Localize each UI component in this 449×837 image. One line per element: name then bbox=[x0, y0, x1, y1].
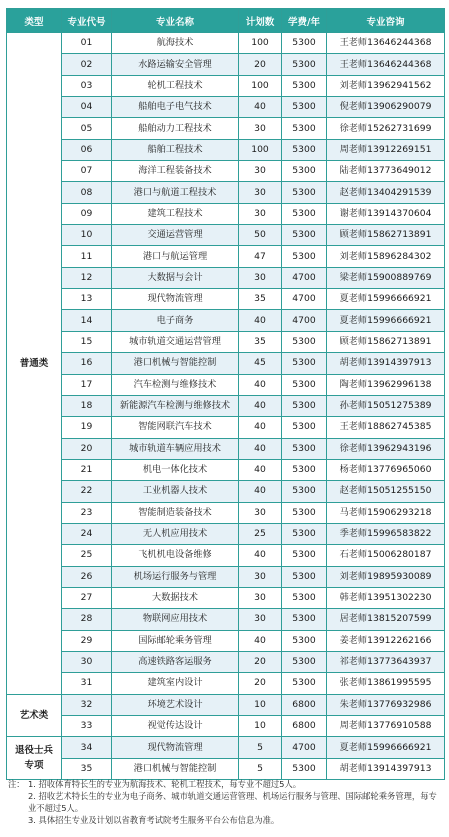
consult-contact: 刘老师15896284302 bbox=[327, 246, 445, 267]
plan-count: 40 bbox=[239, 630, 282, 651]
major-name: 工业机器人技术 bbox=[112, 481, 239, 502]
footnotes bbox=[8, 778, 443, 826]
major-code: 24 bbox=[62, 523, 112, 544]
major-code: 20 bbox=[62, 438, 112, 459]
tuition: 5300 bbox=[282, 545, 327, 566]
tuition: 6800 bbox=[282, 694, 327, 715]
plan-count: 25 bbox=[239, 523, 282, 544]
tuition: 5300 bbox=[282, 481, 327, 502]
consult-contact: 夏老师15996666921 bbox=[327, 310, 445, 331]
major-code: 13 bbox=[62, 289, 112, 310]
table-row bbox=[7, 225, 445, 246]
consult-contact: 胡老师13914397913 bbox=[327, 758, 445, 779]
major-name: 港口与航道工程技术 bbox=[112, 182, 239, 203]
table-row bbox=[7, 331, 445, 352]
plan-count: 40 bbox=[239, 417, 282, 438]
tuition: 5300 bbox=[282, 182, 327, 203]
consult-contact: 姜老师13912262166 bbox=[327, 630, 445, 651]
consult-contact: 周老师13912269151 bbox=[327, 139, 445, 160]
major-name: 无人机应用技术 bbox=[112, 523, 239, 544]
table-row bbox=[7, 694, 445, 715]
plan-count: 30 bbox=[239, 161, 282, 182]
tuition: 5300 bbox=[282, 566, 327, 587]
major-code: 23 bbox=[62, 502, 112, 523]
major-code: 01 bbox=[62, 33, 112, 54]
tuition: 5300 bbox=[282, 673, 327, 694]
table-row bbox=[7, 33, 445, 54]
major-name: 机电一体化技术 bbox=[112, 459, 239, 480]
table-row bbox=[7, 54, 445, 75]
plan-count: 40 bbox=[239, 545, 282, 566]
major-name: 城市轨道车辆应用技术 bbox=[112, 438, 239, 459]
major-code: 02 bbox=[62, 54, 112, 75]
plan-count: 40 bbox=[239, 481, 282, 502]
major-name: 物联网应用技术 bbox=[112, 609, 239, 630]
major-code: 18 bbox=[62, 395, 112, 416]
tuition: 5300 bbox=[282, 609, 327, 630]
major-code: 29 bbox=[62, 630, 112, 651]
major-name: 环境艺术设计 bbox=[112, 694, 239, 715]
consult-contact: 赵老师13404291539 bbox=[327, 182, 445, 203]
tuition: 5300 bbox=[282, 395, 327, 416]
tuition: 5300 bbox=[282, 331, 327, 352]
major-name: 轮机工程技术 bbox=[112, 75, 239, 96]
footnote-text: 2. 招收艺术特长生的专业为电子商务、城市轨道交通运营管理、机场运行服务与管理、国际邮轮乘务管理，每专业不超过5人。 bbox=[28, 791, 437, 813]
major-code: 11 bbox=[62, 246, 112, 267]
consult-contact: 杨老师13776965060 bbox=[327, 459, 445, 480]
table-row bbox=[7, 566, 445, 587]
major-code: 28 bbox=[62, 609, 112, 630]
header-tuition: 学费/年 bbox=[282, 9, 327, 33]
table-row bbox=[7, 438, 445, 459]
consult-contact: 胡老师13914397913 bbox=[327, 353, 445, 374]
major-name: 国际邮轮乘务管理 bbox=[112, 630, 239, 651]
tuition: 5300 bbox=[282, 587, 327, 608]
major-code: 31 bbox=[62, 673, 112, 694]
major-code: 19 bbox=[62, 417, 112, 438]
table-row bbox=[7, 758, 445, 779]
major-name: 现代物流管理 bbox=[112, 737, 239, 758]
plan-count: 40 bbox=[239, 438, 282, 459]
plan-count: 50 bbox=[239, 225, 282, 246]
major-name: 水路运输安全管理 bbox=[112, 54, 239, 75]
table-row bbox=[7, 459, 445, 480]
plan-count: 40 bbox=[239, 374, 282, 395]
tuition: 5300 bbox=[282, 75, 327, 96]
major-name: 飞机机电设备维修 bbox=[112, 545, 239, 566]
plan-count: 40 bbox=[239, 310, 282, 331]
tuition: 5300 bbox=[282, 758, 327, 779]
tuition: 5300 bbox=[282, 161, 327, 182]
plan-count: 30 bbox=[239, 203, 282, 224]
header-code: 专业代号 bbox=[62, 9, 112, 33]
plan-count: 35 bbox=[239, 289, 282, 310]
plan-count: 10 bbox=[239, 694, 282, 715]
table-row bbox=[7, 481, 445, 502]
major-name: 海洋工程装备技术 bbox=[112, 161, 239, 182]
tuition: 5300 bbox=[282, 54, 327, 75]
tuition: 5300 bbox=[282, 353, 327, 374]
consult-contact: 徐老师15262731699 bbox=[327, 118, 445, 139]
major-code: 22 bbox=[62, 481, 112, 502]
header-type: 类型 bbox=[7, 9, 62, 33]
major-code: 26 bbox=[62, 566, 112, 587]
consult-contact: 张老师13861995595 bbox=[327, 673, 445, 694]
tuition: 5300 bbox=[282, 118, 327, 139]
major-code: 07 bbox=[62, 161, 112, 182]
major-name: 港口机械与智能控制 bbox=[112, 758, 239, 779]
major-name: 现代物流管理 bbox=[112, 289, 239, 310]
footnote-item bbox=[8, 814, 443, 826]
major-code: 14 bbox=[62, 310, 112, 331]
table-row bbox=[7, 97, 445, 118]
footnote-text: 3. 具体招生专业及计划以省教育考试院考生服务平台公布信息为准。 bbox=[28, 815, 280, 825]
consult-contact: 赵老师15051255150 bbox=[327, 481, 445, 502]
table-row bbox=[7, 523, 445, 544]
tuition: 5300 bbox=[282, 417, 327, 438]
consult-contact: 夏老师15996666921 bbox=[327, 289, 445, 310]
table-row bbox=[7, 651, 445, 672]
plan-count: 40 bbox=[239, 97, 282, 118]
major-name: 城市轨道交通运营管理 bbox=[112, 331, 239, 352]
table-row bbox=[7, 587, 445, 608]
major-name: 智能网联汽车技术 bbox=[112, 417, 239, 438]
tuition: 5300 bbox=[282, 246, 327, 267]
table-row bbox=[7, 374, 445, 395]
consult-contact: 周老师13776910588 bbox=[327, 716, 445, 737]
consult-contact: 倪老师13906290079 bbox=[327, 97, 445, 118]
major-code: 12 bbox=[62, 267, 112, 288]
plan-count: 30 bbox=[239, 182, 282, 203]
table-row bbox=[7, 353, 445, 374]
consult-contact: 王老师13646244368 bbox=[327, 54, 445, 75]
table-row bbox=[7, 267, 445, 288]
major-code: 10 bbox=[62, 225, 112, 246]
header-major-name: 专业名称 bbox=[112, 9, 239, 33]
tuition: 5300 bbox=[282, 502, 327, 523]
plan-count: 20 bbox=[239, 54, 282, 75]
plan-count: 30 bbox=[239, 566, 282, 587]
plan-count: 100 bbox=[239, 33, 282, 54]
major-code: 15 bbox=[62, 331, 112, 352]
consult-contact: 顾老师15862713891 bbox=[327, 331, 445, 352]
major-code: 05 bbox=[62, 118, 112, 139]
major-code: 25 bbox=[62, 545, 112, 566]
tuition: 4700 bbox=[282, 737, 327, 758]
tuition: 5300 bbox=[282, 438, 327, 459]
major-code: 33 bbox=[62, 716, 112, 737]
table-row bbox=[7, 75, 445, 96]
footnote-label: 注： bbox=[8, 779, 25, 789]
plan-count: 30 bbox=[239, 609, 282, 630]
major-name: 船舶动力工程技术 bbox=[112, 118, 239, 139]
consult-contact: 谢老师13914370604 bbox=[327, 203, 445, 224]
table-row bbox=[7, 737, 445, 758]
plan-count: 10 bbox=[239, 716, 282, 737]
footnote-item bbox=[8, 778, 443, 790]
consult-contact: 孙老师15051275389 bbox=[327, 395, 445, 416]
table-row bbox=[7, 161, 445, 182]
table-row bbox=[7, 203, 445, 224]
major-name: 视觉传达设计 bbox=[112, 716, 239, 737]
category-cell: 退役士兵专项 bbox=[7, 737, 62, 780]
tuition: 5300 bbox=[282, 459, 327, 480]
plan-count: 35 bbox=[239, 331, 282, 352]
tuition: 5300 bbox=[282, 523, 327, 544]
table-row bbox=[7, 609, 445, 630]
table-row bbox=[7, 545, 445, 566]
major-code: 21 bbox=[62, 459, 112, 480]
major-name: 航海技术 bbox=[112, 33, 239, 54]
consult-contact: 陶老师13962996138 bbox=[327, 374, 445, 395]
tuition: 5300 bbox=[282, 374, 327, 395]
tuition: 5300 bbox=[282, 651, 327, 672]
consult-contact: 王老师13646244368 bbox=[327, 33, 445, 54]
consult-contact: 陆老师13773649012 bbox=[327, 161, 445, 182]
table-header-row bbox=[7, 9, 445, 33]
table-row bbox=[7, 502, 445, 523]
footnote-item bbox=[8, 790, 443, 814]
consult-contact: 祁老师13773643937 bbox=[327, 651, 445, 672]
major-code: 16 bbox=[62, 353, 112, 374]
table-body bbox=[7, 33, 445, 780]
tuition: 5300 bbox=[282, 139, 327, 160]
category-cell: 普通类 bbox=[7, 33, 62, 695]
plan-count: 5 bbox=[239, 737, 282, 758]
major-name: 建筑室内设计 bbox=[112, 673, 239, 694]
enrollment-table bbox=[6, 8, 445, 780]
table-row bbox=[7, 630, 445, 651]
major-name: 汽车检测与维修技术 bbox=[112, 374, 239, 395]
consult-contact: 梁老师15900889769 bbox=[327, 267, 445, 288]
plan-count: 20 bbox=[239, 651, 282, 672]
major-code: 06 bbox=[62, 139, 112, 160]
footnote-text: 1. 招收体育特长生的专业为航海技术、轮机工程技术，每专业不超过5人。 bbox=[28, 779, 302, 789]
category-cell: 艺术类 bbox=[7, 694, 62, 737]
header-consult: 专业咨询 bbox=[327, 9, 445, 33]
major-name: 大数据与会计 bbox=[112, 267, 239, 288]
consult-contact: 刘老师13962941562 bbox=[327, 75, 445, 96]
tuition: 5300 bbox=[282, 33, 327, 54]
header-plan-count: 计划数 bbox=[239, 9, 282, 33]
major-name: 船舶电子电气技术 bbox=[112, 97, 239, 118]
consult-contact: 马老师15906293218 bbox=[327, 502, 445, 523]
major-code: 09 bbox=[62, 203, 112, 224]
consult-contact: 刘老师19895930089 bbox=[327, 566, 445, 587]
table-row bbox=[7, 395, 445, 416]
plan-count: 30 bbox=[239, 587, 282, 608]
plan-count: 30 bbox=[239, 502, 282, 523]
tuition: 5300 bbox=[282, 225, 327, 246]
major-name: 大数据技术 bbox=[112, 587, 239, 608]
consult-contact: 韩老师13951302230 bbox=[327, 587, 445, 608]
table-row bbox=[7, 182, 445, 203]
plan-count: 40 bbox=[239, 459, 282, 480]
consult-contact: 石老师15006280187 bbox=[327, 545, 445, 566]
major-code: 17 bbox=[62, 374, 112, 395]
major-code: 03 bbox=[62, 75, 112, 96]
table-row bbox=[7, 118, 445, 139]
tuition: 5300 bbox=[282, 203, 327, 224]
major-name: 交通运营管理 bbox=[112, 225, 239, 246]
plan-count: 30 bbox=[239, 267, 282, 288]
consult-contact: 夏老师15996666921 bbox=[327, 737, 445, 758]
plan-count: 45 bbox=[239, 353, 282, 374]
major-name: 船舶工程技术 bbox=[112, 139, 239, 160]
table-row bbox=[7, 246, 445, 267]
major-name: 高速铁路客运服务 bbox=[112, 651, 239, 672]
plan-count: 100 bbox=[239, 75, 282, 96]
tuition: 5300 bbox=[282, 630, 327, 651]
table-row bbox=[7, 417, 445, 438]
table-row bbox=[7, 310, 445, 331]
plan-count: 30 bbox=[239, 118, 282, 139]
consult-contact: 朱老师13776932986 bbox=[327, 694, 445, 715]
major-name: 机场运行服务与管理 bbox=[112, 566, 239, 587]
major-code: 34 bbox=[62, 737, 112, 758]
major-code: 30 bbox=[62, 651, 112, 672]
tuition: 4700 bbox=[282, 289, 327, 310]
table-row bbox=[7, 716, 445, 737]
tuition: 4700 bbox=[282, 267, 327, 288]
major-name: 港口机械与智能控制 bbox=[112, 353, 239, 374]
tuition: 6800 bbox=[282, 716, 327, 737]
plan-count: 47 bbox=[239, 246, 282, 267]
major-name: 电子商务 bbox=[112, 310, 239, 331]
tuition: 5300 bbox=[282, 97, 327, 118]
consult-contact: 顾老师15862713891 bbox=[327, 225, 445, 246]
table-row bbox=[7, 673, 445, 694]
plan-count: 100 bbox=[239, 139, 282, 160]
consult-contact: 王老师18862745385 bbox=[327, 417, 445, 438]
table-row bbox=[7, 289, 445, 310]
major-code: 32 bbox=[62, 694, 112, 715]
major-name: 建筑工程技术 bbox=[112, 203, 239, 224]
plan-count: 5 bbox=[239, 758, 282, 779]
major-name: 新能源汽车检测与维修技术 bbox=[112, 395, 239, 416]
major-code: 04 bbox=[62, 97, 112, 118]
plan-count: 40 bbox=[239, 395, 282, 416]
major-name: 智能制造装备技术 bbox=[112, 502, 239, 523]
major-code: 08 bbox=[62, 182, 112, 203]
consult-contact: 徐老师13962943196 bbox=[327, 438, 445, 459]
tuition: 4700 bbox=[282, 310, 327, 331]
table-row bbox=[7, 139, 445, 160]
consult-contact: 居老师13815207599 bbox=[327, 609, 445, 630]
major-name: 港口与航运管理 bbox=[112, 246, 239, 267]
plan-count: 20 bbox=[239, 673, 282, 694]
major-code: 35 bbox=[62, 758, 112, 779]
major-code: 27 bbox=[62, 587, 112, 608]
consult-contact: 季老师15996583822 bbox=[327, 523, 445, 544]
